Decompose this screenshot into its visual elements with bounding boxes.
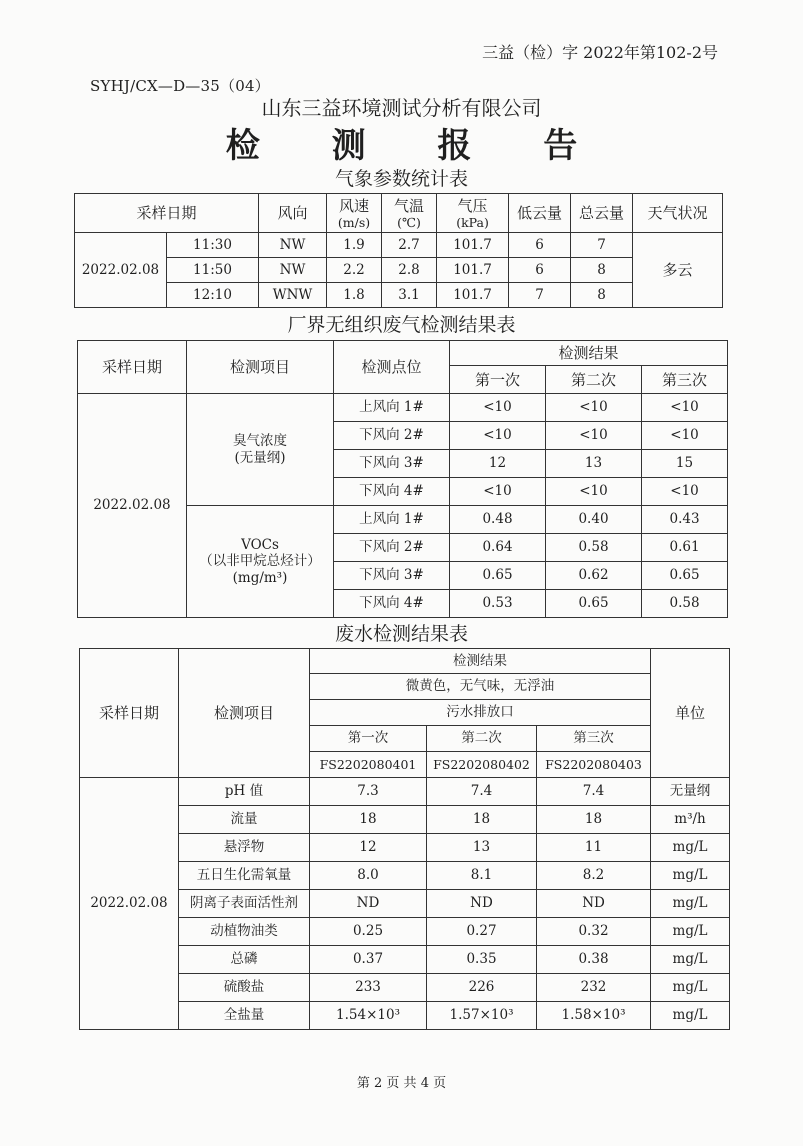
water-value: 0.35 — [427, 946, 537, 974]
page-number: 第 2 页 共 4 页 — [356, 1076, 447, 1091]
water-value: 8.1 — [427, 862, 537, 890]
weather-time: 12:10 — [167, 283, 259, 308]
weather-row — [75, 258, 723, 283]
water-item: 阴离子表面活性剂 — [179, 890, 310, 918]
gas-point: 下风向 4# — [334, 478, 450, 506]
weather-total-cloud: 8 — [571, 283, 633, 308]
gas-point: 下风向 3# — [334, 562, 450, 590]
gas-point: 下风向 2# — [334, 422, 450, 450]
water-unit: 无量纲 — [651, 778, 730, 806]
gas-item-line: VOCs — [241, 537, 279, 554]
pressure-label: 气压 — [457, 196, 488, 215]
temp-unit: (℃) — [397, 214, 421, 230]
weather-time: 11:50 — [167, 258, 259, 283]
water-header-row — [80, 649, 730, 674]
water-header-item: 检测项目 — [179, 649, 310, 778]
water-item: 悬浮物 — [179, 834, 310, 862]
water-item: 五日生化需氧量 — [179, 862, 310, 890]
weather-low-cloud: 6 — [509, 258, 571, 283]
gas-value: 13 — [546, 450, 642, 478]
gas-value: 0.65 — [546, 590, 642, 618]
report-title: 检 测 报 告 — [225, 126, 608, 166]
gas-item-odor — [187, 394, 334, 506]
gas-item-line: (mg/m³) — [232, 569, 288, 586]
water-header-unit: 单位 — [651, 649, 730, 778]
gas-table-title: 厂界无组织废气检测结果表 — [287, 314, 516, 336]
water-value: ND — [427, 890, 537, 918]
water-value: 8.2 — [537, 862, 651, 890]
gas-value: <10 — [546, 478, 642, 506]
water-unit: mg/L — [651, 890, 730, 918]
water-item: 流量 — [179, 806, 310, 834]
water-value: 7.4 — [427, 778, 537, 806]
weather-wind-dir: WNW — [259, 283, 327, 308]
gas-value: 0.40 — [546, 506, 642, 534]
gas-header-item: 检测项目 — [187, 341, 334, 394]
gas-value: <10 — [450, 478, 546, 506]
weather-low-cloud: 6 — [509, 233, 571, 258]
gas-item-line: (无量纲) — [234, 449, 286, 466]
water-value: 1.57×10³ — [427, 1002, 537, 1030]
gas-header-first: 第一次 — [450, 366, 546, 394]
water-header-result: 检测结果 — [310, 649, 651, 674]
gas-value: 0.62 — [546, 562, 642, 590]
weather-total-cloud: 7 — [571, 233, 633, 258]
water-unit: mg/L — [651, 834, 730, 862]
water-value: 7.3 — [310, 778, 427, 806]
gas-value: 15 — [642, 450, 728, 478]
water-item: 总磷 — [179, 946, 310, 974]
water-value: 1.58×10³ — [537, 1002, 651, 1030]
gas-header-point: 检测点位 — [334, 341, 450, 394]
weather-header-wind-dir: 风向 — [259, 194, 327, 233]
water-header-second: 第二次 — [427, 726, 537, 752]
gas-value: 0.48 — [450, 506, 546, 534]
gas-row — [78, 394, 728, 422]
weather-header-wind-speed — [327, 194, 382, 233]
water-value: 0.27 — [427, 918, 537, 946]
weather-wind-dir: NW — [259, 258, 327, 283]
water-value: 18 — [537, 806, 651, 834]
gas-header-third: 第三次 — [642, 366, 728, 394]
water-table-title: 废水检测结果表 — [334, 623, 468, 645]
water-unit: mg/L — [651, 1002, 730, 1030]
gas-table — [77, 340, 728, 618]
water-sample-id: FS2202080402 — [427, 752, 537, 778]
weather-date: 2022.02.08 — [75, 233, 167, 308]
water-unit: mg/L — [651, 918, 730, 946]
water-header-first: 第一次 — [310, 726, 427, 752]
weather-condition: 多云 — [633, 233, 723, 308]
water-value: 11 — [537, 834, 651, 862]
gas-value: 0.65 — [450, 562, 546, 590]
water-header-appearance: 微黄色，无气味，无浮油 — [310, 674, 651, 700]
gas-value: 0.65 — [642, 562, 728, 590]
weather-header-total-cloud: 总云量 — [571, 194, 633, 233]
water-item: 动植物油类 — [179, 918, 310, 946]
weather-wind-speed: 2.2 — [327, 258, 382, 283]
water-unit: m³/h — [651, 806, 730, 834]
gas-value: 0.58 — [546, 534, 642, 562]
gas-value: 12 — [450, 450, 546, 478]
weather-header-row — [75, 194, 723, 233]
company-name: 山东三益环境测试分析有限公司 — [261, 96, 542, 120]
water-value: 233 — [310, 974, 427, 1002]
water-header-outlet: 污水排放口 — [310, 700, 651, 726]
gas-value: 0.64 — [450, 534, 546, 562]
temp-label: 气温 — [394, 196, 425, 215]
gas-value: <10 — [546, 394, 642, 422]
weather-row — [75, 233, 723, 258]
wind-speed-unit: (m/s) — [337, 214, 371, 230]
water-row — [80, 778, 730, 806]
water-value: 12 — [310, 834, 427, 862]
weather-temp: 2.7 — [382, 233, 437, 258]
weather-header-date: 采样日期 — [75, 194, 259, 233]
gas-point: 下风向 2# — [334, 534, 450, 562]
gas-value: <10 — [546, 422, 642, 450]
weather-table-title: 气象参数统计表 — [334, 168, 468, 190]
water-value: 1.54×10³ — [310, 1002, 427, 1030]
gas-header-second: 第二次 — [546, 366, 642, 394]
weather-row — [75, 283, 723, 308]
water-table — [79, 648, 730, 1030]
weather-pressure: 101.7 — [437, 233, 509, 258]
gas-point: 下风向 3# — [334, 450, 450, 478]
weather-wind-speed: 1.8 — [327, 283, 382, 308]
water-value: 13 — [427, 834, 537, 862]
water-value: 226 — [427, 974, 537, 1002]
water-value: 0.37 — [310, 946, 427, 974]
water-unit: mg/L — [651, 974, 730, 1002]
weather-header-temp — [382, 194, 437, 233]
gas-item-line: （以非甲烷总烃计） — [199, 553, 321, 570]
gas-header-row — [78, 341, 728, 366]
weather-header-low-cloud: 低云量 — [509, 194, 571, 233]
water-value: 0.32 — [537, 918, 651, 946]
water-sample-id: FS2202080403 — [537, 752, 651, 778]
weather-pressure: 101.7 — [437, 283, 509, 308]
gas-value: <10 — [642, 478, 728, 506]
weather-wind-speed: 1.9 — [327, 233, 382, 258]
water-item: pH 值 — [179, 778, 310, 806]
report-number: 三益（检）字 2022年第102-2号 — [482, 43, 718, 62]
weather-temp: 2.8 — [382, 258, 437, 283]
water-header-date: 采样日期 — [80, 649, 179, 778]
gas-point: 上风向 1# — [334, 506, 450, 534]
weather-low-cloud: 7 — [509, 283, 571, 308]
water-value: ND — [310, 890, 427, 918]
gas-value: <10 — [450, 422, 546, 450]
water-value: 0.25 — [310, 918, 427, 946]
water-value: 7.4 — [537, 778, 651, 806]
water-value: 8.0 — [310, 862, 427, 890]
water-item: 硫酸盐 — [179, 974, 310, 1002]
gas-value: 0.61 — [642, 534, 728, 562]
gas-item-vocs — [187, 506, 334, 618]
gas-value: 0.58 — [642, 590, 728, 618]
weather-total-cloud: 8 — [571, 258, 633, 283]
gas-value: 0.43 — [642, 506, 728, 534]
water-value: 0.38 — [537, 946, 651, 974]
gas-date: 2022.02.08 — [78, 394, 187, 618]
pressure-unit: (kPa) — [456, 214, 489, 230]
gas-value: 0.53 — [450, 590, 546, 618]
water-sample-id: FS2202080401 — [310, 752, 427, 778]
gas-item-line: 臭气浓度 — [233, 433, 287, 450]
water-value: 232 — [537, 974, 651, 1002]
weather-wind-dir: NW — [259, 233, 327, 258]
water-header-third: 第三次 — [537, 726, 651, 752]
gas-point: 下风向 4# — [334, 590, 450, 618]
gas-header-date: 采样日期 — [78, 341, 187, 394]
wind-speed-label: 风速 — [339, 196, 370, 215]
weather-temp: 3.1 — [382, 283, 437, 308]
water-value: 18 — [427, 806, 537, 834]
weather-header-condition: 天气状况 — [633, 194, 723, 233]
water-unit: mg/L — [651, 862, 730, 890]
gas-value: <10 — [450, 394, 546, 422]
weather-time: 11:30 — [167, 233, 259, 258]
document-code: SYHJ/CX—D—35（04） — [90, 77, 270, 95]
weather-table — [74, 193, 723, 308]
weather-header-pressure — [437, 194, 509, 233]
water-unit: mg/L — [651, 946, 730, 974]
water-value: 18 — [310, 806, 427, 834]
water-item: 全盐量 — [179, 1002, 310, 1030]
weather-pressure: 101.7 — [437, 258, 509, 283]
gas-value: <10 — [642, 422, 728, 450]
gas-point: 上风向 1# — [334, 394, 450, 422]
water-value: ND — [537, 890, 651, 918]
gas-value: <10 — [642, 394, 728, 422]
gas-header-result: 检测结果 — [450, 341, 728, 366]
water-date: 2022.02.08 — [80, 778, 179, 1030]
